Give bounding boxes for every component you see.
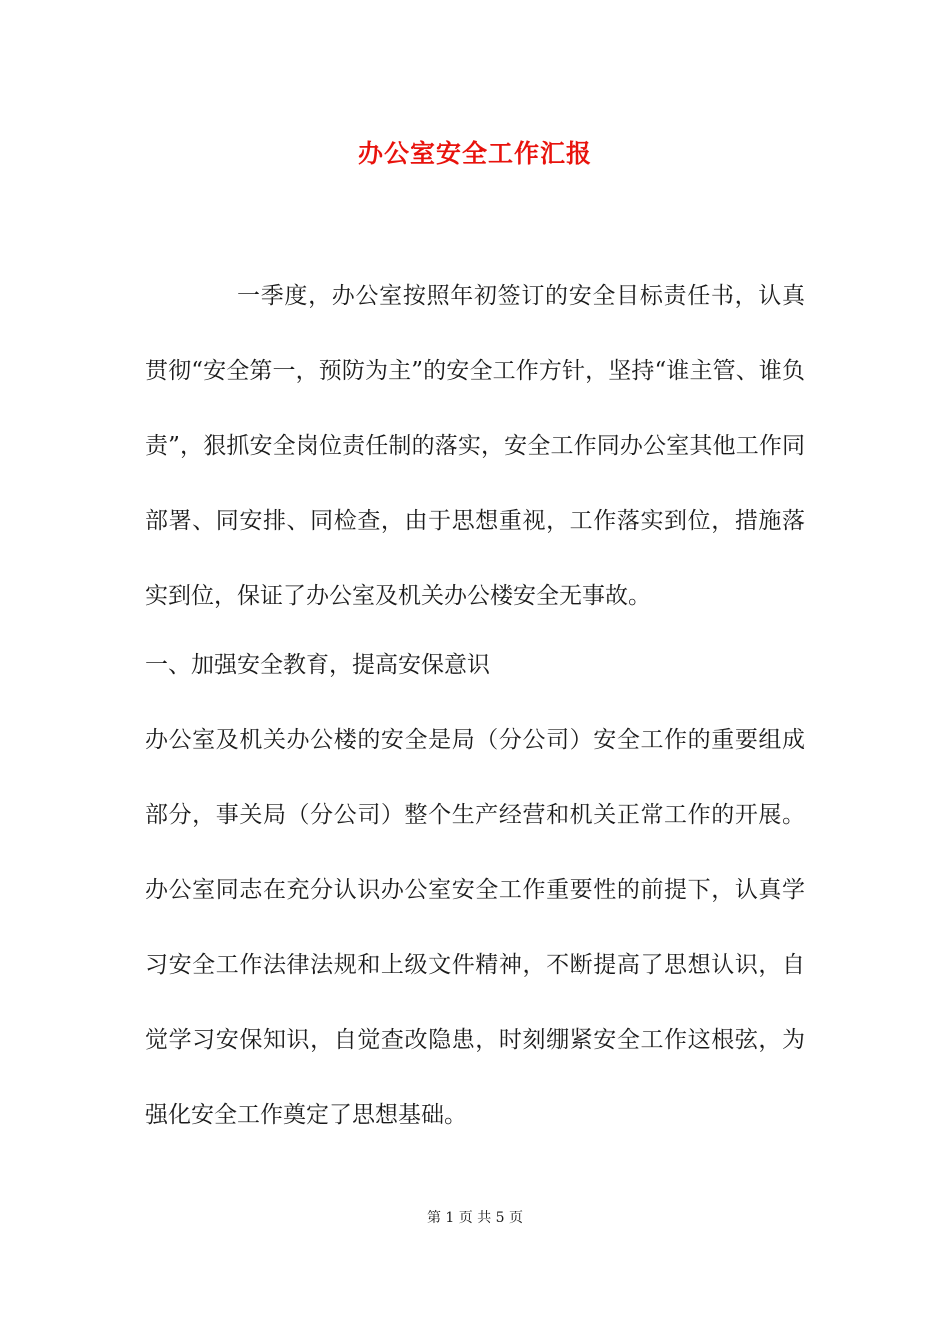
section-paragraph: 办公室及机关办公楼的安全是局（分公司）安全工作的重要组成部分，事关局（分公司）整个生产经营和机关正常工作的开展。办公室同志在充分认识办公室安全工作重要性的前提下，认真学习安全工作法律法规和上级文件精神，不断提高了思想认识，自觉学习安保知识，自觉查改隐患，时刻绷紧安全工作这根弦，为强化安全工作奠定了思想基础。: [145, 727, 805, 1128]
footer-prefix: 第: [426, 1210, 441, 1226]
footer-current-page: 1: [445, 1210, 455, 1226]
page-footer: [0, 1208, 950, 1228]
footer-total-pages: 5: [495, 1210, 505, 1226]
document-title: 办公室安全工作汇报: [357, 139, 592, 168]
footer-middle: 页 共: [458, 1210, 492, 1226]
footer-suffix: 页: [509, 1210, 524, 1226]
intro-paragraph: 一季度，办公室按照年初签订的安全目标责任书，认真贯彻“安全第一，预防为主”的安全工作方针，坚持“谁主管、谁负责”，狠抓安全岗位责任制的落实，安全工作同办公室其他工作同部署、同安排、同检查，由于思想重视，工作落实到位，措施落实到位，保证了办公室及机关办公楼安全无事故。: [145, 283, 805, 609]
section-heading: 一、加强安全教育，提高安保意识: [145, 652, 490, 678]
